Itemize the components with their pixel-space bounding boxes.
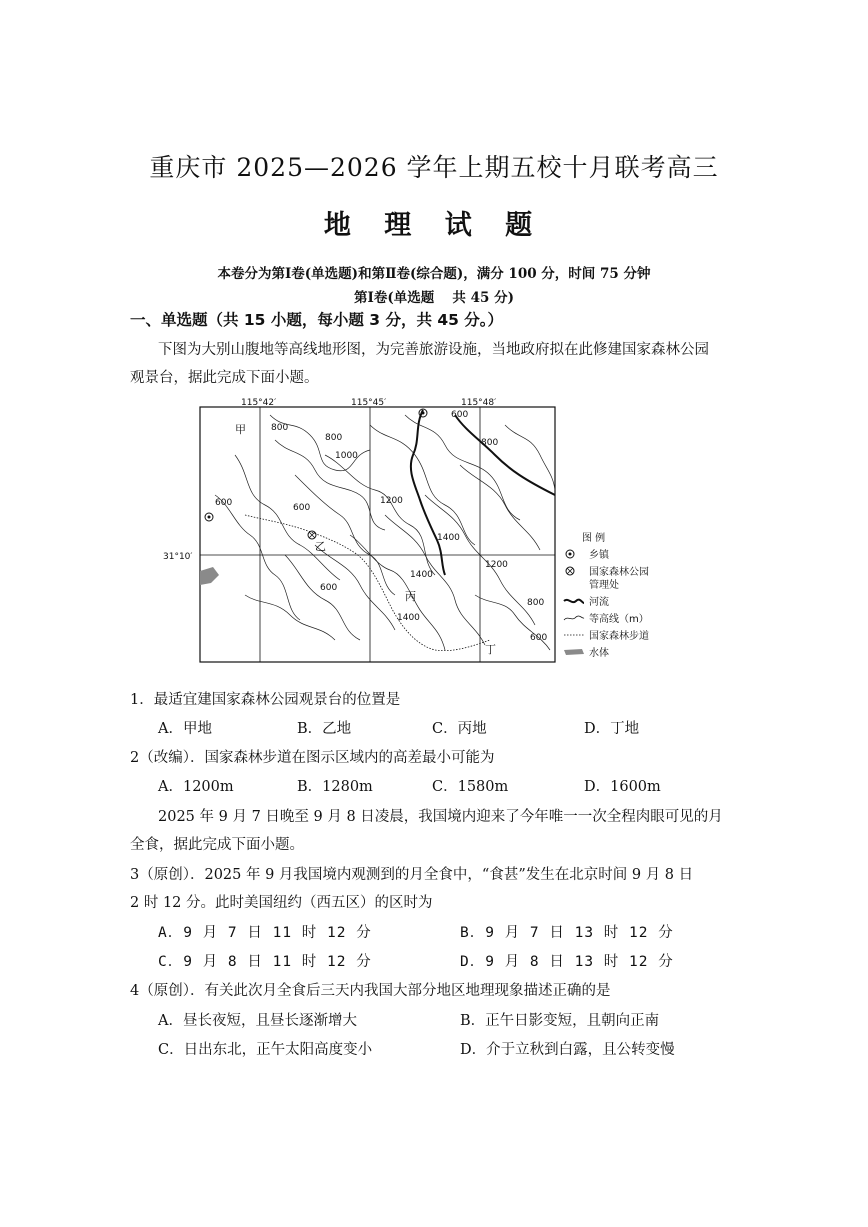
q4-option-c[interactable]: C．日出东北，正午太阳高度变小 xyxy=(158,1042,373,1058)
contour-label: 1400 xyxy=(410,570,433,580)
passage-text-2: 全食，据此完成下面小题。 xyxy=(130,837,304,853)
water-icon xyxy=(562,646,586,658)
legend-label: 水体 xyxy=(589,648,609,659)
contour-label: 1200 xyxy=(485,560,508,570)
contour-icon xyxy=(562,612,586,624)
contour-label: 800 xyxy=(481,438,499,448)
legend-label: 国家森林步道 xyxy=(589,631,649,642)
lon-label: 115°45′ xyxy=(351,398,387,408)
q2-option-a[interactable]: A．1200m xyxy=(158,779,234,795)
q4-option-b[interactable]: B．正午日影变短，且朝向正南 xyxy=(460,1013,660,1029)
map-legend xyxy=(562,528,649,660)
q2-option-c[interactable]: C．1580m xyxy=(432,779,509,795)
exam-subject: 地 理 试 题 xyxy=(323,210,545,241)
legend-label: 等高线（m） xyxy=(589,614,649,625)
contour-label: 600 xyxy=(293,503,311,513)
contour-label: 600 xyxy=(530,633,548,643)
town-icon xyxy=(562,548,586,560)
contour-label: 600 xyxy=(451,410,469,420)
contour-lines xyxy=(215,415,555,650)
river-icon xyxy=(562,595,586,607)
legend-label: 国家森林公园 xyxy=(589,567,649,578)
place-label-jia: 甲 xyxy=(235,423,246,436)
q2-option-b[interactable]: B．1280m xyxy=(297,779,373,795)
part-one-heading: 第Ⅰ卷(单选题 共 45 分) xyxy=(354,290,514,306)
section-heading: 一、单选题（共 15 小题，每小题 3 分，共 45 分。） xyxy=(130,311,504,329)
q3-option-c[interactable]: C．9 月 8 日 11 时 12 分 xyxy=(158,954,372,970)
intro-text: 下图为大别山腹地等高线地形图，为完善旅游设施，当地政府拟在此修建国家森林公园 xyxy=(158,342,709,358)
legend-item xyxy=(562,609,649,626)
lon-label: 115°42′ xyxy=(241,398,277,408)
contour-label: 800 xyxy=(271,423,289,433)
town-icon-dot xyxy=(208,516,211,519)
q3-option-d[interactable]: D．9 月 8 日 13 时 12 分 xyxy=(460,954,674,970)
contour-label: 600 xyxy=(320,583,338,593)
question-4-stem: 4（原创）．有关此次月全食后三天内我国大部分地区地理现象描述正确的是 xyxy=(130,983,611,999)
contour-label: 800 xyxy=(527,598,545,608)
place-label-bing: 丙 xyxy=(405,590,416,603)
contour-label: 1400 xyxy=(397,613,420,623)
intro-text-2: 观景台，据此完成下面小题。 xyxy=(130,370,319,386)
trail-icon xyxy=(562,629,586,641)
water-body xyxy=(200,567,219,585)
q1-option-b[interactable]: B．乙地 xyxy=(297,721,352,737)
q2-option-d[interactable]: D．1600m xyxy=(584,779,661,795)
park-office-icon xyxy=(562,565,586,577)
map-frame xyxy=(200,407,555,662)
legend-item xyxy=(562,592,649,609)
contour-map xyxy=(163,395,560,667)
q4-option-a[interactable]: A．昼长夜短，且昼长逐渐增大 xyxy=(158,1013,357,1029)
q1-option-c[interactable]: C．丙地 xyxy=(432,721,487,737)
passage-text: 2025 年 9 月 7 日晚至 9 月 8 日凌晨，我国境内迎来了今年唯一一次全程肉眼可见的月 xyxy=(158,809,723,825)
legend-spacer xyxy=(562,578,586,590)
q1-option-d[interactable]: D．丁地 xyxy=(584,721,640,737)
legend-label: 管理处 xyxy=(589,580,619,591)
legend-item xyxy=(562,545,649,562)
lon-label: 115°48′ xyxy=(461,398,497,408)
contour-label: 1200 xyxy=(380,496,403,506)
place-label-yi: 乙 xyxy=(315,540,326,553)
exam-note: 本卷分为第Ⅰ卷(单选题)和第Ⅱ卷(综合题)，满分 100 分，时间 75 分钟 xyxy=(217,266,651,282)
q1-option-a[interactable]: A．甲地 xyxy=(158,721,212,737)
legend-item xyxy=(562,643,649,660)
town-icon-dot xyxy=(422,412,425,415)
q3-option-b[interactable]: B．9 月 7 日 13 时 12 分 xyxy=(460,925,674,941)
contour-label: 800 xyxy=(325,433,343,443)
legend-title: 图 例 xyxy=(582,533,606,544)
legend-item xyxy=(562,626,649,643)
contour-label: 1400 xyxy=(437,533,460,543)
q3-option-a[interactable]: A．9 月 7 日 11 时 12 分 xyxy=(158,925,372,941)
place-label-ding: 丁 xyxy=(485,643,496,656)
q4-option-d[interactable]: D．介于立秋到白露，且公转变慢 xyxy=(460,1042,675,1058)
contour-label: 600 xyxy=(215,498,233,508)
contour-label: 1000 xyxy=(335,451,358,461)
legend-label: 乡镇 xyxy=(589,550,609,561)
river xyxy=(411,410,555,575)
question-3-stem-2: 2 时 12 分。此时美国纽约（西五区）的区时为 xyxy=(130,895,433,911)
question-3-stem: 3（原创）．2025 年 9 月我国境内观测到的月全食中，“食甚”发生在北京时间 9 月 8 日 xyxy=(130,867,694,883)
exam-title: 重庆市 2025—2026 学年上期五校十月联考高三 xyxy=(149,153,719,182)
lat-label: 31°10′ xyxy=(163,552,193,562)
legend-label: 河流 xyxy=(589,597,609,608)
question-2-stem: 2（改编）．国家森林步道在图示区域内的高差最小可能为 xyxy=(130,750,495,766)
question-1-stem: 1．最适宜建国家森林公园观景台的位置是 xyxy=(130,692,401,708)
